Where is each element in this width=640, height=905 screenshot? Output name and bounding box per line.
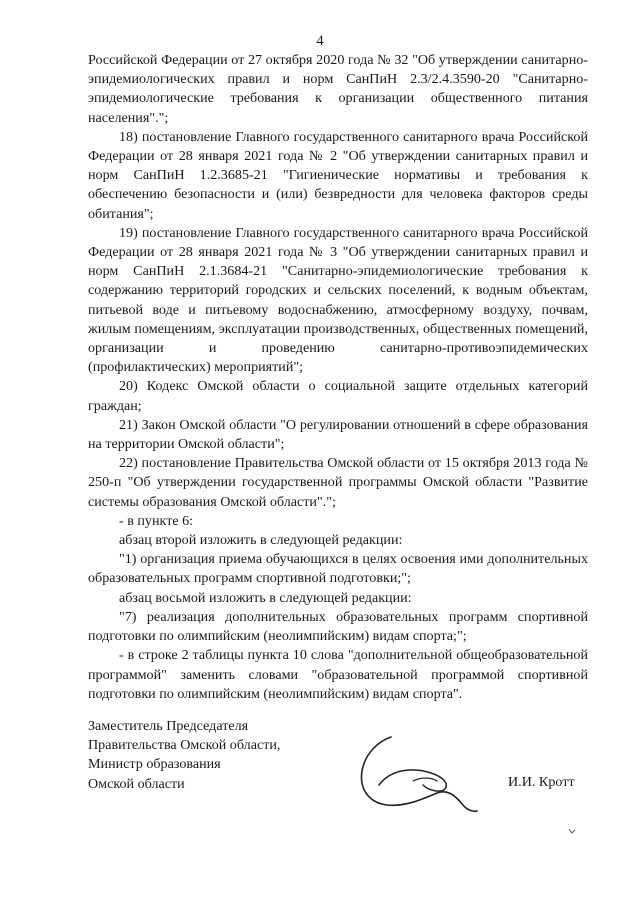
paragraph-continuation-item-17: Российской Федерации от 27 октября 2020 года № 32 "Об утверждении санитарно-эпидемиологических правил и норм СанПиН 2.3/2.4.3590-20 "Санитарно-эпидемиологические требования к организации общественного питания населения"."; xyxy=(88,52,588,126)
document-body xyxy=(88,51,588,704)
signatory-position xyxy=(88,717,280,794)
page-number: 4 xyxy=(316,33,324,49)
paragraph-table-row-2-change: - в строке 2 таблицы пункта 10 слова "дополнительной общеобразовательной программой" заменить словами "образовательной программой спортивной подготовки по олимпийским (неолимпийским) видам спорта". xyxy=(88,647,588,702)
paragraph-abzac-8-intro: абзац восьмой изложить в следующей редакции: xyxy=(119,589,412,606)
paragraph-item-18: 18) постановление Главного государственного санитарного врача Российской Федерации от 28 января 2021 года № 2 "Об утверждении санитарных правил и норм СанПиН 1.2.3685-21 "Гигиенические нормативы и требования к обеспечению безопасности и (или) безвредности для человека факторов среды обитания"; xyxy=(88,128,588,222)
paragraph-point-6-intro: - в пункте 6: xyxy=(119,512,194,529)
signatory-position-line: Заместитель Председателя xyxy=(88,718,249,734)
paragraph-abzac-8-text: "7) реализация дополнительных образовательных программ спортивной подготовки по олимпийским (неолимпийским) видам спорта;"; xyxy=(88,608,588,645)
signatory-position-line: Министр образования xyxy=(88,756,221,773)
handwritten-signature xyxy=(345,733,485,818)
signatory-position-line: Правительства Омской области, xyxy=(88,737,281,754)
paragraph-item-20: 20) Кодекс Омской области о социальной защите отдельных категорий граждан; xyxy=(88,378,588,414)
paragraph-item-21: 21) Закон Омской области "О регулировании отношений в сфере образования на территории Омской области"; xyxy=(88,416,588,453)
scan-mark xyxy=(568,828,576,834)
signatory-position-line: Омской области xyxy=(88,775,185,792)
paragraph-abzac-2-intro: абзац второй изложить в следующей редакции: xyxy=(119,532,403,549)
paragraph-abzac-2-text: "1) организация приема обучающихся в целях освоения ими дополнительных образовательных программ спортивной подготовки;"; xyxy=(88,551,588,587)
paragraph-item-19: 19) постановление Главного государственного санитарного врача Российской Федерации от 28 января 2021 года № 3 "Об утверждении санитарных правил и норм СанПиН 2.1.3684-21 "Санитарно-эпидемиологические требования к содержанию территорий городских и сельских поселений, к водным объектам, питьевой воде и питьевому водоснабжению, атмосферному воздуху, почвам, жилым помещениям, эксплуатации производственных, общественных помещений, организации и проведению санитарно-противоэпидемических (профилактических) мероприятий"; xyxy=(88,224,588,376)
signer-name: И.И. Кротт xyxy=(508,774,575,790)
paragraph-item-22: 22) постановление Правительства Омской области от 15 октября 2013 года № 250-п "Об утверждении государственной программы Омской области "Развитие системы образования Омской области"."; xyxy=(88,455,588,510)
